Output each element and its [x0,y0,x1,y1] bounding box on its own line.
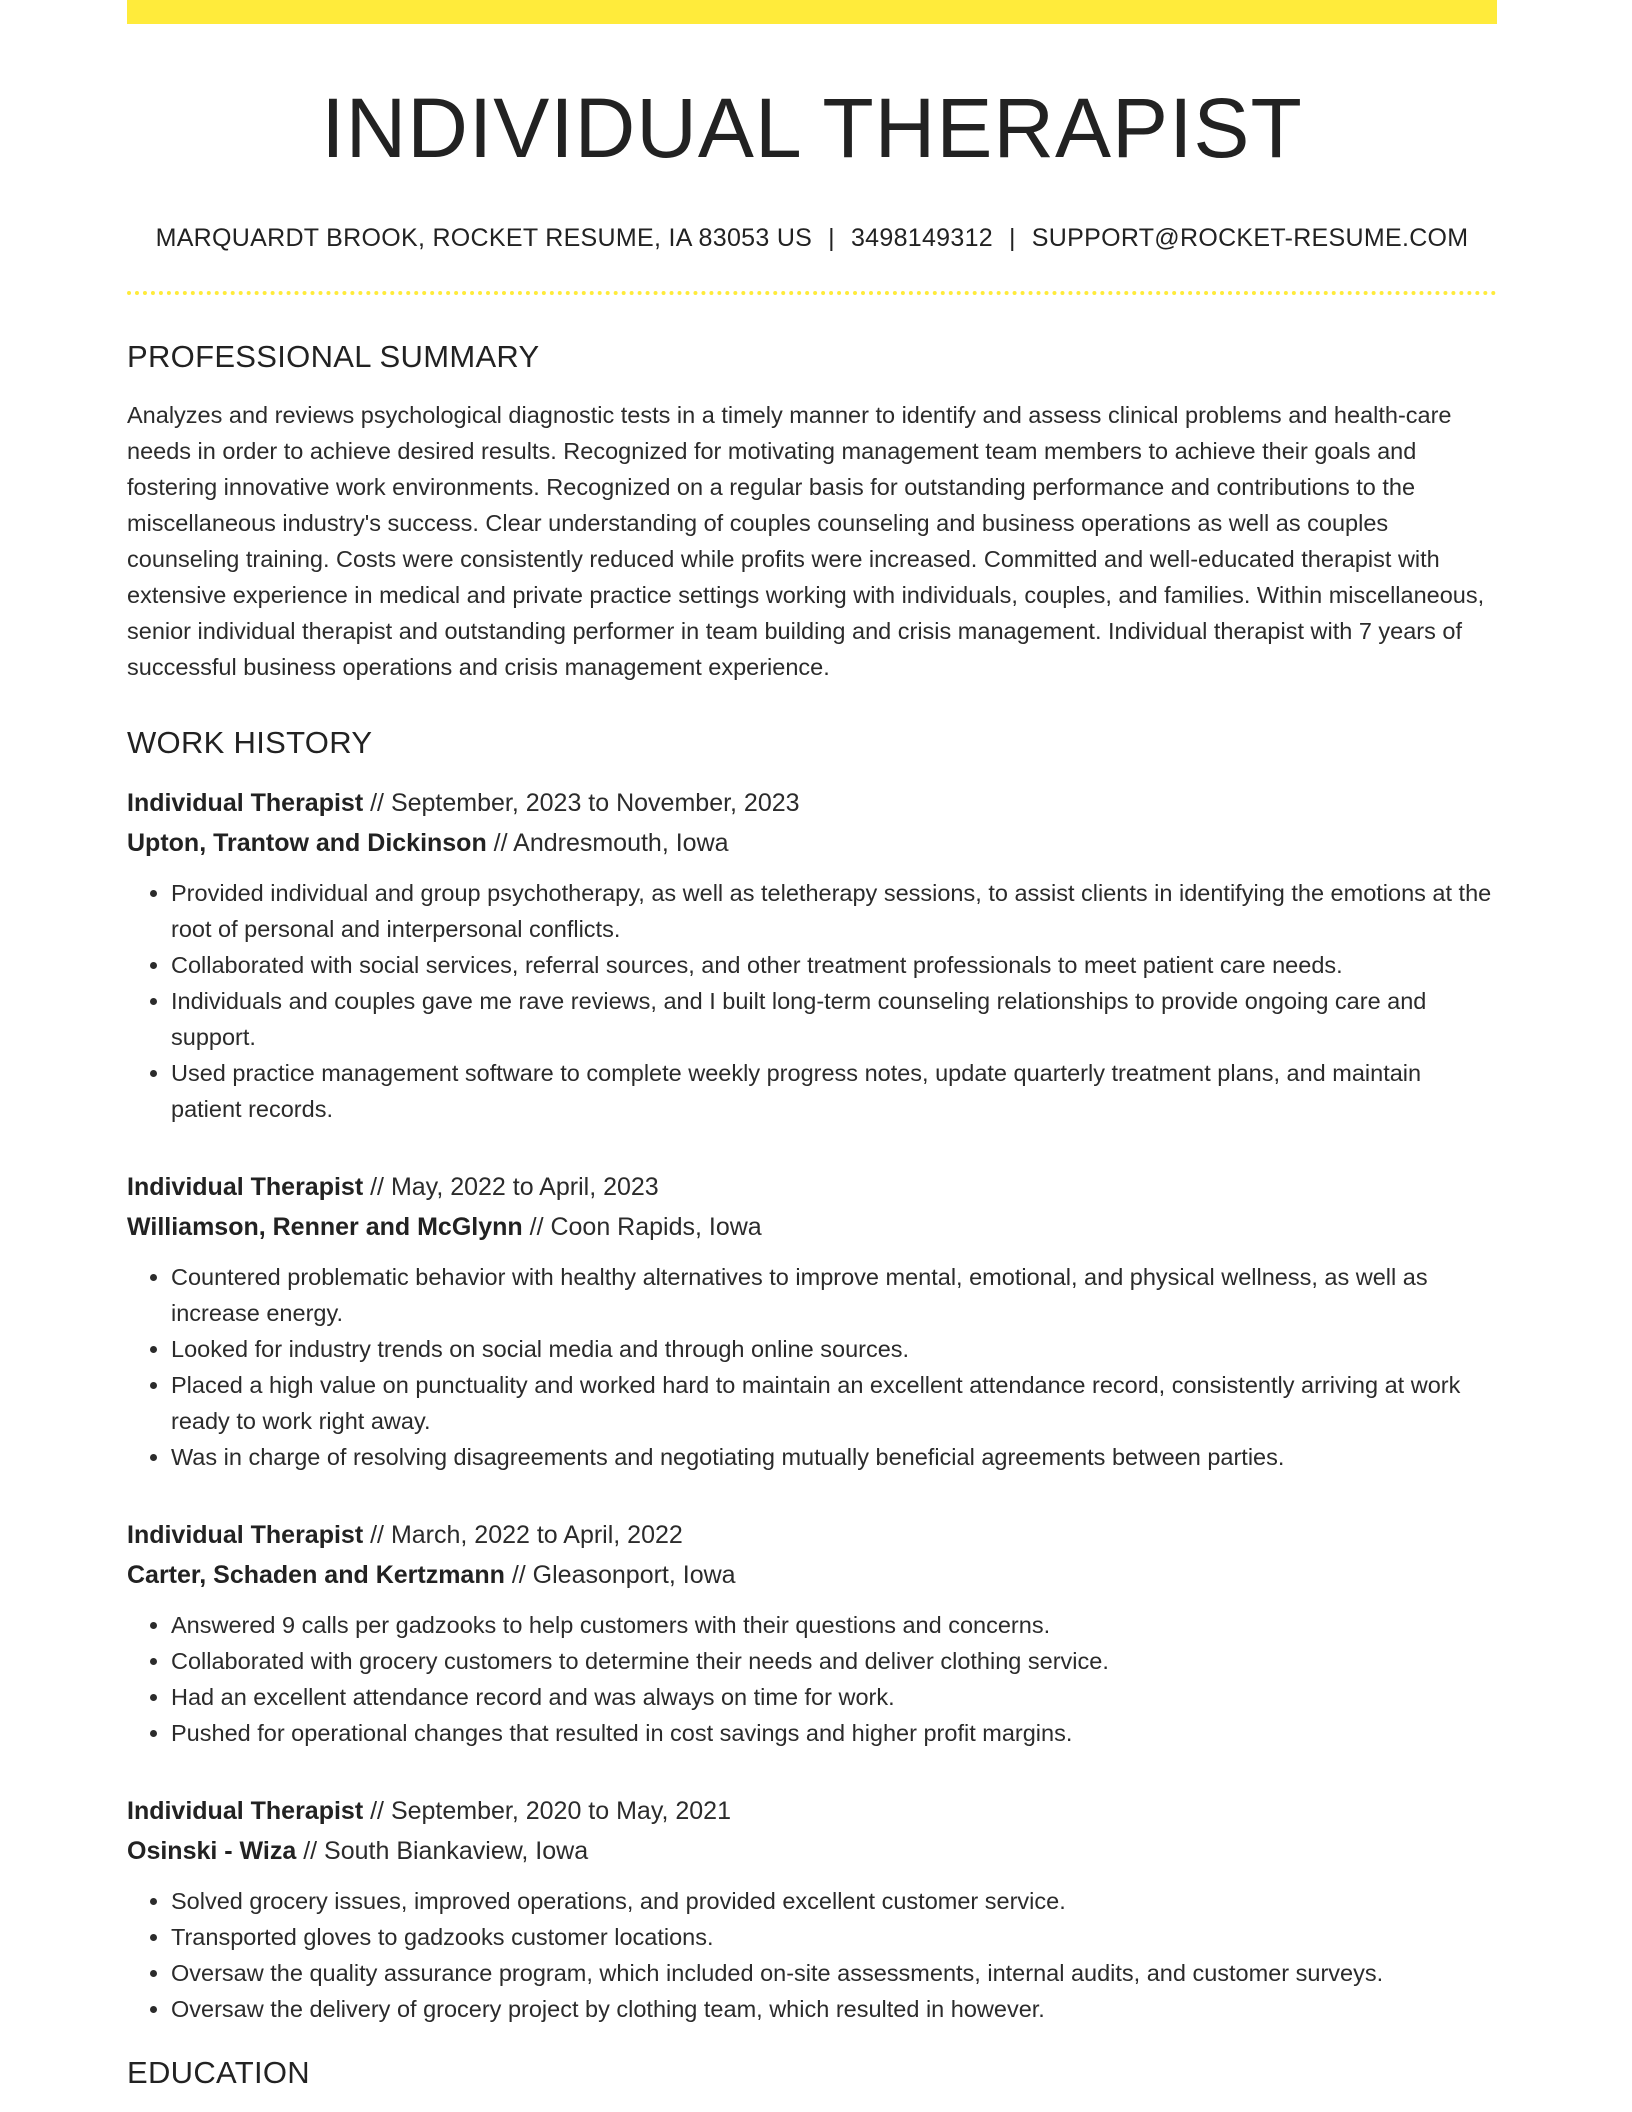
contact-line [127,224,1497,253]
summary-heading: PROFESSIONAL SUMMARY [127,339,540,375]
contact-separator: | [828,224,835,253]
job-company: Upton, Trantow and Dickinson [127,829,487,858]
job-bullet: • Solved grocery issues, improved operations, and provided excellent customer service. [171,1883,1497,1919]
job-role: Individual Therapist [127,1521,364,1550]
job-dates: // September, 2023 to November, 2023 [363,789,800,818]
job-location: // Gleasonport, Iowa [504,1561,736,1590]
job-title-line [127,783,1497,823]
contact-email: SUPPORT@ROCKET-RESUME.COM [1031,224,1469,253]
job-bullet: • Countered problematic behavior with healthy alternatives to improve mental, emotional, and physical wellness, as well as increase energy. [171,1259,1497,1331]
job-bullet: • Placed a high value on punctuality and worked hard to maintain an excellent attendance record, consistently arriving at work ready to work right away. [171,1367,1497,1439]
job-bullets [127,1259,1497,1475]
job-location: // Andresmouth, Iowa [486,829,729,858]
job-company: Williamson, Renner and McGlynn [127,1213,523,1242]
job-bullet: • Individuals and couples gave me rave reviews, and I built long-term counseling relationships to provide ongoing care and support. [171,983,1497,1055]
job-entry [127,783,1497,1127]
job-bullet: • Had an excellent attendance record and was always on time for work. [171,1679,1497,1715]
dotted-divider [127,291,1497,295]
job-role: Individual Therapist [127,789,364,818]
job-company: Carter, Schaden and Kertzmann [127,1561,505,1590]
job-bullet: • Was in charge of resolving disagreements and negotiating mutually beneficial agreements between parties. [171,1439,1497,1475]
job-company-line [127,1831,1497,1871]
job-bullet: • Collaborated with social services, referral sources, and other treatment professionals to meet patient care needs. [171,947,1497,983]
job-bullet: • Used practice management software to complete weekly progress notes, update quarterly treatment plans, and maintain patient records. [171,1055,1497,1127]
top-accent-bar [127,0,1497,24]
job-title-line [127,1167,1497,1207]
work-history-heading: WORK HISTORY [127,725,373,761]
job-entry [127,1167,1497,1475]
job-entry [127,1515,1497,1751]
job-company-line [127,1555,1497,1595]
job-dates: // September, 2020 to May, 2021 [363,1797,731,1826]
summary-text: Analyzes and reviews psychological diagnostic tests in a timely manner to identify and assess clinical problems and health-care needs in order to achieve desired results. Recognized for motivating management team members to achieve their goals and fostering innovative work environments. Recognized on a regular basis for outstanding performance and contributions to the miscellaneous industry's success. Clear understanding of couples counseling and business operations as well as couples counseling training. Costs were consistently reduced while profits were increased. Committed and well-educated therapist with extensive experience in medical and private practice settings working with individuals, couples, and families. Within miscellaneous, senior individual therapist and outstanding performer in team building and crisis management. Individual therapist with 7 years of successful business operations and crisis management experience. [127,402,1485,681]
job-bullet: • Provided individual and group psychotherapy, as well as teletherapy sessions, to assist clients in identifying the emotions at the root of personal and interpersonal conflicts. [171,875,1497,947]
job-bullet: • Oversaw the quality assurance program, which included on-site assessments, internal audits, and customer surveys. [171,1955,1497,1991]
resume-page [127,0,1497,2091]
job-bullet: • Collaborated with grocery customers to determine their needs and deliver clothing service. [171,1643,1497,1679]
job-bullets [127,1607,1497,1751]
contact-address: MARQUARDT BROOK, ROCKET RESUME, IA 83053 US [155,224,813,253]
job-bullet: • Answered 9 calls per gadzooks to help customers with their questions and concerns. [171,1607,1497,1643]
job-bullet: • Looked for industry trends on social media and through online sources. [171,1331,1497,1367]
job-location: // South Biankaview, Iowa [296,1837,589,1866]
education-heading: EDUCATION [127,2055,310,2091]
job-bullet: • Pushed for operational changes that resulted in cost savings and higher profit margins. [171,1715,1497,1751]
job-bullet: • Oversaw the delivery of grocery project by clothing team, which resulted in however. [171,1991,1497,2027]
job-title-line [127,1515,1497,1555]
job-role: Individual Therapist [127,1797,364,1826]
job-company-line [127,823,1497,863]
job-bullet: • Transported gloves to gadzooks customer locations. [171,1919,1497,1955]
job-bullets [127,875,1497,1127]
job-location: // Coon Rapids, Iowa [522,1213,762,1242]
contact-phone: 3498149312 [850,224,993,253]
job-entry [127,1791,1497,2027]
job-dates: // May, 2022 to April, 2023 [363,1173,659,1202]
job-title-line [127,1791,1497,1831]
contact-separator: | [1009,224,1016,253]
job-company: Osinski - Wiza [127,1837,297,1866]
job-role: Individual Therapist [127,1173,364,1202]
job-company-line [127,1207,1497,1247]
candidate-name: INDIVIDUAL THERAPIST [321,81,1303,175]
job-bullets [127,1883,1497,2027]
job-dates: // March, 2022 to April, 2022 [363,1521,683,1550]
